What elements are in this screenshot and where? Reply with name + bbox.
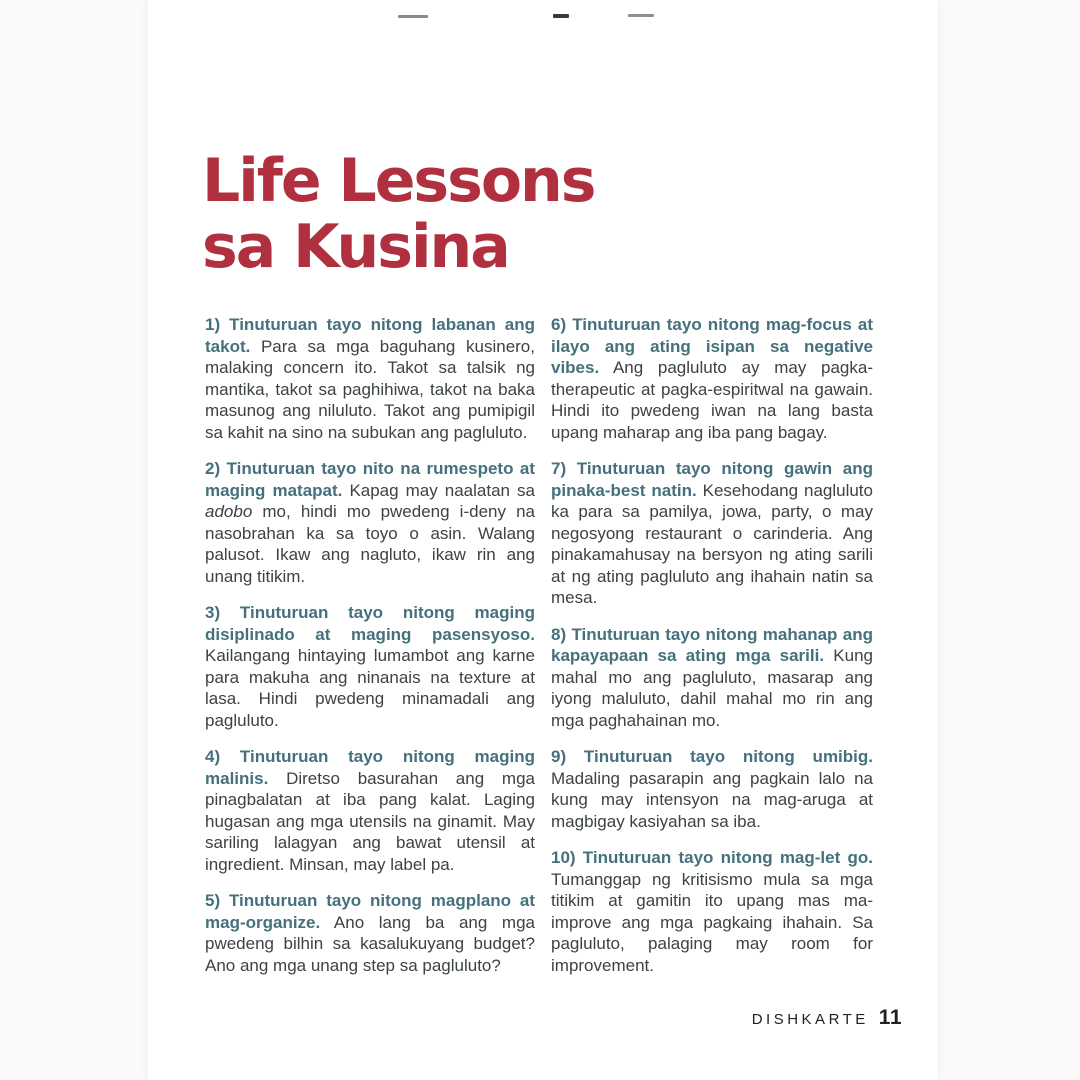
lesson-item-5	[205, 890, 535, 976]
lesson-4-body: Diretso basurahan ang mga pinagbalatan at iba pang kalat. Laging hugasan ang mga utensils na ginamit. May sariling lalagyan ang bawat utensil at ingredient. Minsan, may label pa.	[205, 768, 535, 874]
page-title	[202, 148, 594, 280]
lesson-3-lead: 3) Tinuturuan tayo nitong maging disiplinado at maging pasensyoso.	[205, 603, 535, 644]
lesson-4-lead: 4) Tinuturuan tayo nitong maging malinis.	[205, 747, 535, 788]
lesson-item-3	[205, 602, 535, 731]
lesson-item-2	[205, 458, 535, 587]
lesson-5-body: Ano lang ba ang mga pwedeng bilhin sa kasalukuyang budget? Ano ang mga unang step sa pagluluto?	[205, 912, 535, 975]
lesson-item-7	[551, 458, 873, 609]
lesson-6-lead: 6) Tinuturuan tayo nitong mag-focus at ilayo ang ating isipan sa negative vibes.	[551, 315, 873, 377]
lesson-item-4	[205, 746, 535, 875]
lesson-2-lead: 2) Tinuturuan tayo nito na rumespeto at maging matapat.	[205, 459, 535, 500]
page-footer	[752, 1006, 902, 1030]
lesson-9-body: Madaling pasarapin ang pagkain lalo na kung may intensyon na mag-aruga at magbigay kasiyahan sa iba.	[551, 768, 873, 831]
scan-artifact-dash	[628, 14, 654, 17]
page-title-line2: sa Kusina	[202, 212, 509, 282]
lesson-item-9	[551, 746, 873, 832]
brand-name: DISHKARTE	[751, 1011, 869, 1028]
article-columns	[205, 314, 873, 991]
lesson-10-lead: 10) Tinuturuan tayo nitong mag-let go.	[551, 848, 873, 867]
lesson-3-body: Kailangang hintaying lumambot ang karne para makuha ang ninanais na texture at lasa. Hindi pwedeng minamadali ang pagluluto.	[205, 646, 535, 730]
lesson-10-body: Tumanggap ng kritisismo mula sa mga titikim at gamitin ito upang mas ma-improve ang mga pagkaing ihahain. Sa pagluluto, palaging may room for improvement.	[551, 869, 873, 975]
page-number: 11	[878, 1006, 902, 1029]
lesson-5-lead: 5) Tinuturuan tayo nitong magplano at mag-organize.	[205, 891, 535, 932]
scan-artifact-dash	[398, 15, 428, 18]
scan-artifact-dash	[553, 14, 569, 18]
lesson-7-body: Kesehodang nagluluto ka para sa pamilya, jowa, party, o may negosyong restaurant o carinderia. Ang pinakamahusay na bersyon ng ating sarili at ng ating pagluluto ang ihahain natin sa mesa.	[551, 480, 873, 607]
right-column	[551, 314, 873, 991]
lesson-2-body-post: mo, hindi mo pwedeng i-deny na nasobrahan ka sa toyo o asin. Walang palusot. Ikaw ang nagluto, ikaw rin ang unang titikim.	[205, 502, 535, 586]
lesson-7-lead: 7) Tinuturuan tayo nitong gawin ang pinaka-best natin.	[551, 459, 873, 500]
lesson-2-body-pre: Kapag may naalatan sa	[349, 480, 535, 500]
left-column	[205, 314, 535, 991]
lesson-1-lead: 1) Tinuturuan tayo nitong labanan ang takot.	[205, 315, 535, 356]
lesson-9-lead: 9) Tinuturuan tayo nitong umibig.	[551, 747, 873, 766]
lesson-2-body-italic: adobo	[205, 502, 253, 521]
lesson-8-body: Kung mahal mo ang pagluluto, masarap ang iyong maluluto, dahil mahal mo rin ang mga paghahainan mo.	[551, 646, 873, 730]
lesson-item-8	[551, 624, 873, 732]
lesson-item-6	[551, 314, 873, 443]
lesson-item-10	[551, 847, 873, 976]
lesson-1-body: Para sa mga baguhang kusinero, malaking concern ito. Takot sa talsik ng mantika, takot sa paghihiwa, takot na baka masunog ang niluluto. Takot ang pumipigil sa kahit na sino na subukan ang pagluluto.	[205, 336, 535, 442]
page-title-line1: Life Lessons	[202, 146, 595, 216]
lesson-item-1	[205, 314, 535, 443]
lesson-6-body: Ang pagluluto ay may pagka-therapeutic at pagka-espiritwal na gawain. Hindi ito pwedeng iwan na lang basta upang maharap ang iba pang bagay.	[551, 358, 873, 442]
lesson-8-lead: 8) Tinuturuan tayo nitong mahanap ang kapayapaan sa ating mga sarili.	[551, 624, 873, 665]
